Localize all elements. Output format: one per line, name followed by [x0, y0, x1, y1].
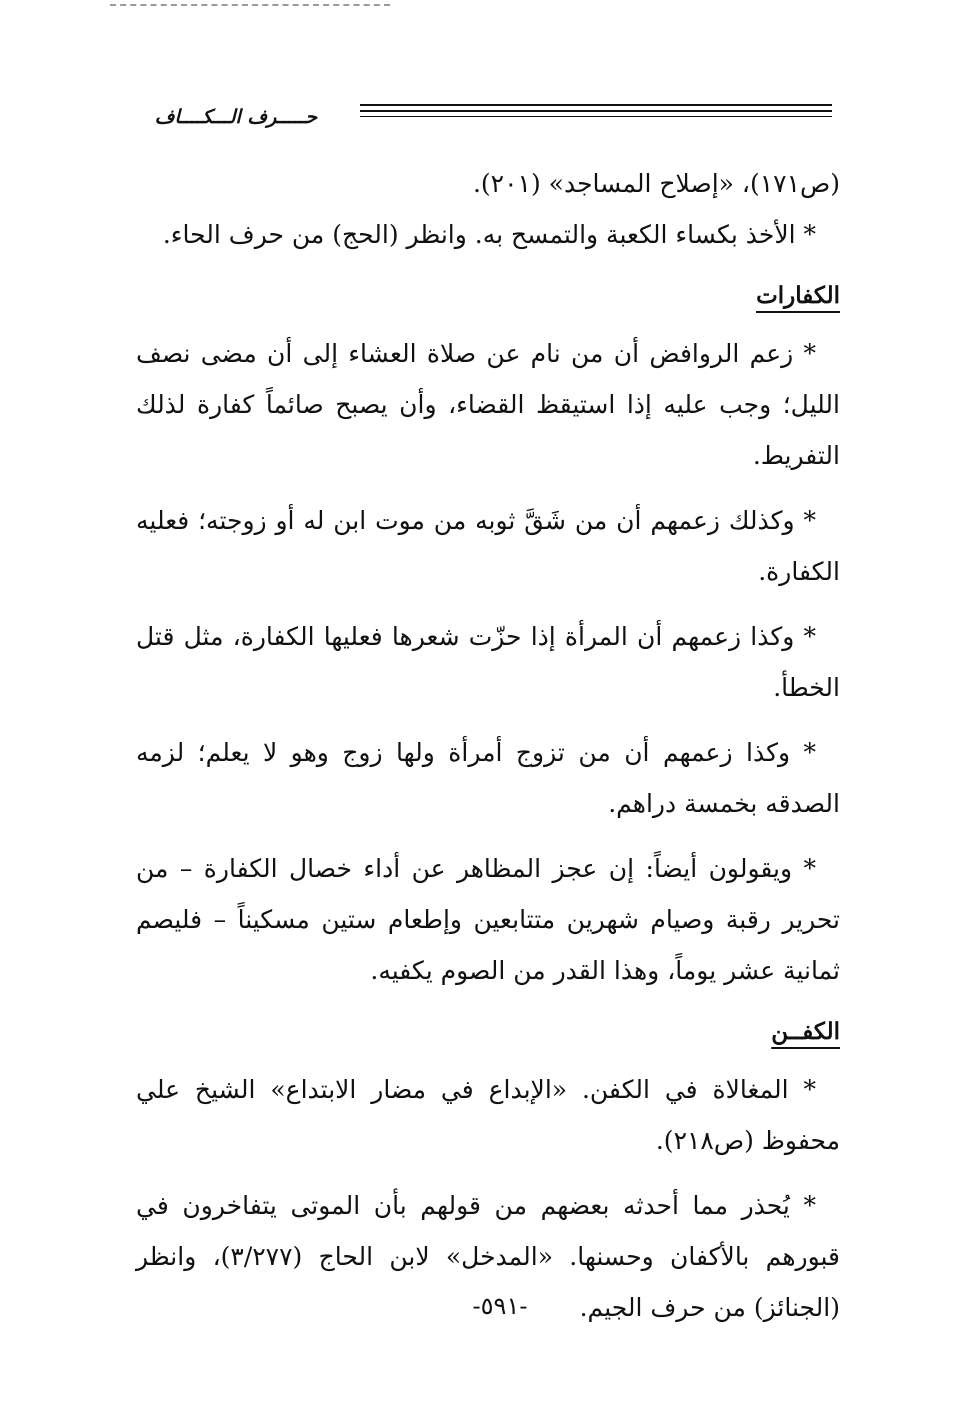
page-number: -٥٩١-	[472, 1292, 528, 1320]
page-body	[136, 158, 840, 1347]
paragraph-kaffarat-5: * ويقولون أيضاً: إن عجز المظاهر عن أداء خصال الكفارة – من تحرير رقبة وصيام شهرين متتابعين وإطعام ستين مسكيناً – فليصم ثمانية عشر يوماً، وهذا القدر من الصوم يكفيه.	[136, 854, 840, 985]
section-heading-kafan: الكفــن	[771, 1018, 840, 1045]
paragraph-kaffarat-4: * وكذا زعمهم أن من تزوج أمرأة ولها زوج وهو لا يعلم؛ لزمه الصدقه بخمسة دراهم.	[136, 738, 840, 818]
scan-edge-line	[110, 4, 390, 6]
header-title: حـــــرف الـــكــــاف	[154, 106, 318, 128]
running-header	[130, 96, 832, 136]
paragraph-kaffarat-1: * زعم الروافض أن من نام عن صلاة العشاء إلى أن مضى نصف الليل؛ وجب عليه إذا استيقظ القضاء، وأن يصبح صائماً كفارة لذلك التفريط.	[136, 339, 840, 470]
section-heading-kaffarat: الكفارات	[756, 282, 840, 309]
paragraph-kafan-2: * يُحذر مما أحدثه بعضهم من قولهم بأن الموتى يتفاخرون في قبورهم بالأكفان وحسنها. «المدخل» لابن الحاج (٣/٢٧٧)، وانظر (الجنائز) من حرف الجيم.	[136, 1191, 840, 1322]
paragraph-kaaba-covering: * الأخذ بكساء الكعبة والتمسح به. وانظر (الحج) من حرف الحاء.	[162, 220, 816, 249]
paragraph-kaffarat-3: * وكذا زعمهم أن المرأة إذا حزّت شعرها فعليها الكفارة، مثل قتل الخطأ.	[136, 622, 840, 702]
text-line-continuation: (ص١٧١)، «إصلاح المساجد» (٢٠١).	[472, 169, 840, 198]
paragraph-kaffarat-2: * وكذلك زعمهم أن من شَقَّ ثوبه من موت ابن له أو زوجته؛ فعليه الكفارة.	[136, 506, 840, 586]
paragraph-kafan-1: * المغالاة في الكفن. «الإبداع في مضار الابتداع» الشيخ علي محفوظ (ص٢١٨).	[136, 1075, 840, 1155]
header-rules	[360, 104, 832, 118]
